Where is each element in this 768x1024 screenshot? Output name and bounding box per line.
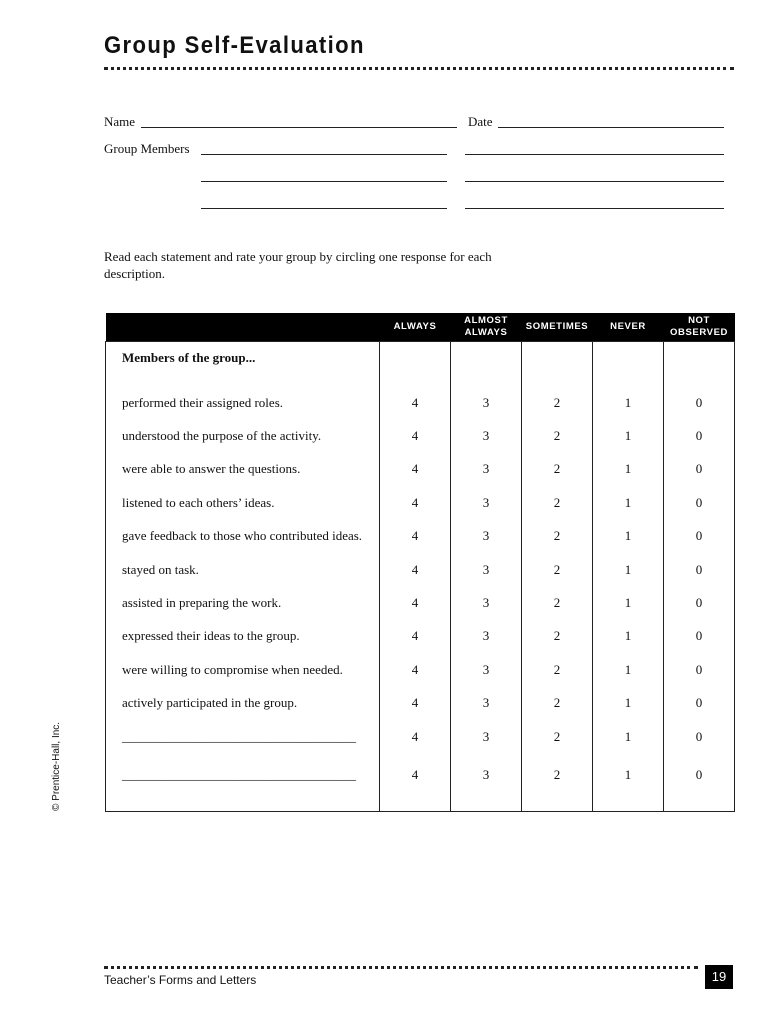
score-option-not-observed[interactable]: 0 xyxy=(664,386,735,419)
score-option-sometimes[interactable]: 2 xyxy=(522,486,593,519)
score-option-always[interactable]: 4 xyxy=(380,586,451,619)
group-member-field-2[interactable] xyxy=(465,154,724,155)
score-option-not-observed[interactable]: 0 xyxy=(664,520,735,553)
score-option-always[interactable]: 4 xyxy=(380,753,451,812)
statement-text: listened to each others’ ideas. xyxy=(106,486,380,519)
column-header-always: ALWAYS xyxy=(380,313,451,342)
footer-dotted-rule xyxy=(104,966,698,969)
score-option-almost-always[interactable]: 3 xyxy=(451,486,522,519)
group-member-field-3[interactable] xyxy=(201,181,447,182)
statement-text: ____________________________________ xyxy=(106,720,380,753)
footer-title: Teacher’s Forms and Letters xyxy=(104,973,257,987)
score-option-never[interactable]: 1 xyxy=(593,553,664,586)
score-option-always[interactable]: 4 xyxy=(380,520,451,553)
score-option-never[interactable]: 1 xyxy=(593,620,664,653)
score-option-almost-always[interactable]: 3 xyxy=(451,620,522,653)
statement-text: were able to answer the questions. xyxy=(106,453,380,486)
statement-row xyxy=(106,687,735,720)
score-option-always[interactable]: 4 xyxy=(380,553,451,586)
score-option-always[interactable]: 4 xyxy=(380,453,451,486)
score-option-almost-always[interactable]: 3 xyxy=(451,653,522,686)
title-dotted-rule xyxy=(104,67,734,70)
score-option-never[interactable]: 1 xyxy=(593,419,664,452)
score-option-always[interactable]: 4 xyxy=(380,486,451,519)
group-member-field-6[interactable] xyxy=(465,208,724,209)
score-option-always[interactable]: 4 xyxy=(380,653,451,686)
score-option-not-observed[interactable]: 0 xyxy=(664,620,735,653)
score-option-not-observed[interactable]: 0 xyxy=(664,687,735,720)
date-label: Date xyxy=(468,114,493,129)
statement-text: actively participated in the group. xyxy=(106,687,380,720)
score-option-almost-always[interactable]: 3 xyxy=(451,419,522,452)
score-option-always[interactable]: 4 xyxy=(380,720,451,753)
statement-row xyxy=(106,520,735,553)
name-field[interactable] xyxy=(141,127,457,128)
score-option-not-observed[interactable]: 0 xyxy=(664,720,735,753)
score-option-sometimes[interactable]: 2 xyxy=(522,553,593,586)
date-field[interactable] xyxy=(498,127,724,128)
statement-row xyxy=(106,753,735,812)
score-option-not-observed[interactable]: 0 xyxy=(664,486,735,519)
score-option-not-observed[interactable]: 0 xyxy=(664,453,735,486)
statement-row xyxy=(106,453,735,486)
score-option-almost-always[interactable]: 3 xyxy=(451,586,522,619)
score-option-sometimes[interactable]: 2 xyxy=(522,386,593,419)
page-number: 19 xyxy=(705,965,733,989)
score-option-sometimes[interactable]: 2 xyxy=(522,453,593,486)
name-label: Name xyxy=(104,114,136,129)
score-option-sometimes[interactable]: 2 xyxy=(522,419,593,452)
statement-text: were willing to compromise when needed. xyxy=(106,653,380,686)
column-header-sometimes: SOMETIMES xyxy=(522,313,593,342)
score-option-always[interactable]: 4 xyxy=(380,419,451,452)
group-member-field-1[interactable] xyxy=(201,154,447,155)
score-option-never[interactable]: 1 xyxy=(593,386,664,419)
column-header-almost-always: ALMOST ALWAYS xyxy=(451,313,522,342)
score-option-never[interactable]: 1 xyxy=(593,653,664,686)
statement-row xyxy=(106,620,735,653)
statement-text: expressed their ideas to the group. xyxy=(106,620,380,653)
score-option-sometimes[interactable]: 2 xyxy=(522,687,593,720)
score-option-not-observed[interactable]: 0 xyxy=(664,553,735,586)
score-option-sometimes[interactable]: 2 xyxy=(522,653,593,686)
score-option-not-observed[interactable]: 0 xyxy=(664,753,735,812)
score-option-almost-always[interactable]: 3 xyxy=(451,386,522,419)
score-option-almost-always[interactable]: 3 xyxy=(451,720,522,753)
group-member-field-5[interactable] xyxy=(201,208,447,209)
statement-row xyxy=(106,486,735,519)
statement-row xyxy=(106,386,735,419)
score-option-sometimes[interactable]: 2 xyxy=(522,620,593,653)
score-option-almost-always[interactable]: 3 xyxy=(451,753,522,812)
statement-row xyxy=(106,653,735,686)
score-option-never[interactable]: 1 xyxy=(593,453,664,486)
statement-text: understood the purpose of the activity. xyxy=(106,419,380,452)
score-option-sometimes[interactable]: 2 xyxy=(522,753,593,812)
score-option-never[interactable]: 1 xyxy=(593,586,664,619)
group-member-field-4[interactable] xyxy=(465,181,724,182)
instructions: Read each statement and rate your group by circling one response for each description. xyxy=(104,249,492,281)
statement-text: gave feedback to those who contributed ideas. xyxy=(106,520,380,553)
score-option-never[interactable]: 1 xyxy=(593,687,664,720)
score-option-never[interactable]: 1 xyxy=(593,720,664,753)
statement-row xyxy=(106,586,735,619)
statement-column-header xyxy=(106,313,380,342)
section-header-row xyxy=(106,342,735,387)
score-option-never[interactable]: 1 xyxy=(593,753,664,812)
statement-row xyxy=(106,553,735,586)
section-header: Members of the group... xyxy=(106,342,380,387)
statement-text: performed their assigned roles. xyxy=(106,386,380,419)
group-members-label: Group Members xyxy=(104,141,190,156)
page-title: Group Self-Evaluation xyxy=(104,32,365,59)
score-option-always[interactable]: 4 xyxy=(380,620,451,653)
rating-table xyxy=(105,313,735,812)
column-header-never: NEVER xyxy=(593,313,664,342)
score-option-never[interactable]: 1 xyxy=(593,520,664,553)
score-option-almost-always[interactable]: 3 xyxy=(451,520,522,553)
score-option-almost-always[interactable]: 3 xyxy=(451,687,522,720)
score-option-not-observed[interactable]: 0 xyxy=(664,586,735,619)
statement-text: ____________________________________ xyxy=(106,753,380,812)
score-option-sometimes[interactable]: 2 xyxy=(522,720,593,753)
statement-row xyxy=(106,419,735,452)
column-header-not-observed: NOT OBSERVED xyxy=(664,313,735,342)
score-option-never[interactable]: 1 xyxy=(593,486,664,519)
copyright-text: © Prentice-Hall, Inc. xyxy=(51,721,62,811)
statement-row xyxy=(106,720,735,753)
score-option-not-observed[interactable]: 0 xyxy=(664,653,735,686)
score-option-sometimes[interactable]: 2 xyxy=(522,586,593,619)
score-option-not-observed[interactable]: 0 xyxy=(664,419,735,452)
statement-text: stayed on task. xyxy=(106,553,380,586)
score-option-always[interactable]: 4 xyxy=(380,687,451,720)
statement-text: assisted in preparing the work. xyxy=(106,586,380,619)
score-option-always[interactable]: 4 xyxy=(380,386,451,419)
score-option-almost-always[interactable]: 3 xyxy=(451,553,522,586)
rating-header-row xyxy=(106,313,735,342)
score-option-sometimes[interactable]: 2 xyxy=(522,520,593,553)
score-option-almost-always[interactable]: 3 xyxy=(451,453,522,486)
